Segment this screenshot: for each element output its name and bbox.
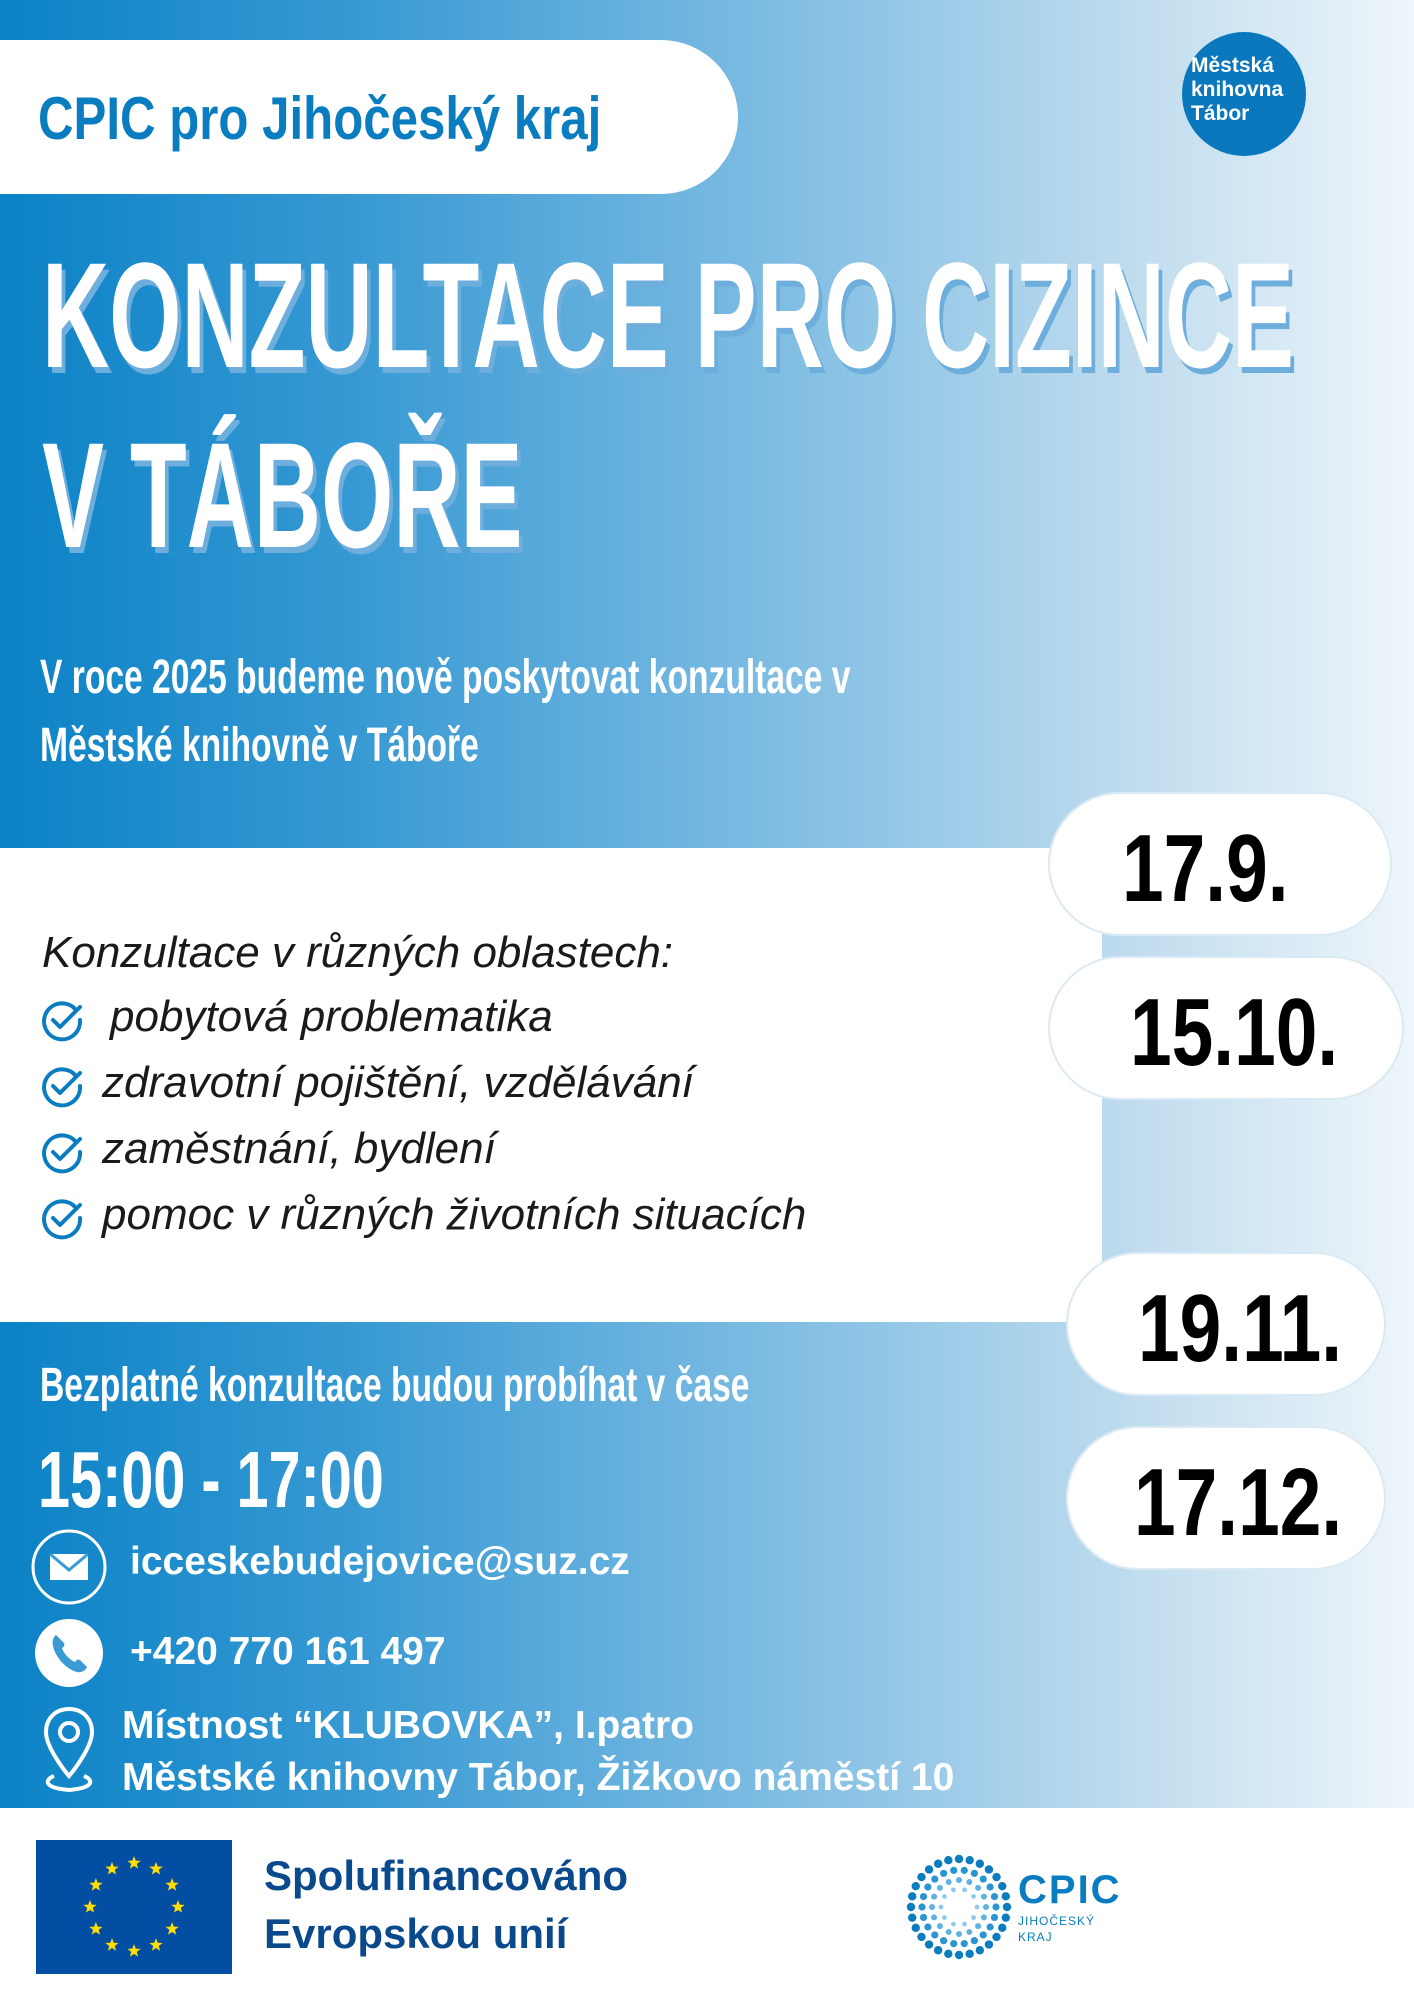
cpic-dot bbox=[942, 1894, 947, 1899]
library-logo-line3: Tábor bbox=[1191, 102, 1250, 125]
cpic-dot bbox=[992, 1873, 1000, 1881]
cpic-dot bbox=[944, 1950, 952, 1958]
schedule-time: 15:00 - 17:00 bbox=[38, 1435, 384, 1524]
cpic-dot bbox=[965, 1856, 973, 1864]
cpic-dot bbox=[920, 1914, 927, 1921]
cpic-dot bbox=[962, 1887, 967, 1892]
cpic-dot bbox=[987, 1883, 994, 1890]
cpic-dot bbox=[908, 1913, 916, 1921]
cpic-logo-sub2: KRAJ bbox=[1018, 1930, 1053, 1944]
topic-label: pobytová problematika bbox=[110, 992, 553, 1041]
cpic-dot bbox=[998, 1924, 1006, 1932]
cpic-dot bbox=[950, 1867, 957, 1874]
check-circle-icon bbox=[40, 1064, 84, 1108]
library-logo bbox=[1182, 32, 1306, 156]
cpic-dot bbox=[971, 1937, 978, 1944]
cpic-dot bbox=[966, 1929, 972, 1935]
cpic-dot bbox=[1002, 1892, 1010, 1900]
cpic-dot bbox=[918, 1903, 925, 1910]
cpic-dot bbox=[955, 1951, 963, 1959]
cpic-logo-sub1: JIHOČESKÝ bbox=[1018, 1914, 1096, 1928]
cpic-dot bbox=[991, 1893, 998, 1900]
intro-line1: V roce 2025 budeme nově poskytovat konzultace v bbox=[40, 651, 851, 704]
cpic-dot bbox=[931, 1931, 938, 1938]
topic-label: pomoc v různých životních situacích bbox=[102, 1190, 807, 1239]
date-label: 15.10. bbox=[1130, 979, 1339, 1086]
cpic-dot bbox=[951, 1922, 956, 1927]
check-circle-icon bbox=[40, 998, 84, 1042]
cpic-dot bbox=[956, 1877, 962, 1883]
cpic-dot bbox=[950, 1940, 957, 1947]
date-label: 19.11. bbox=[1138, 1275, 1343, 1382]
cpic-dot bbox=[931, 1914, 937, 1920]
cpic-dot bbox=[981, 1914, 987, 1920]
date-label: 17.12. bbox=[1134, 1449, 1343, 1556]
cpic-dot bbox=[939, 1905, 944, 1910]
topics-title: Konzultace v různých oblastech: bbox=[42, 928, 674, 977]
cpic-dot bbox=[961, 1867, 968, 1874]
cpic-dot bbox=[925, 1865, 933, 1873]
cpic-dots-icon bbox=[904, 1852, 1014, 1962]
cpic-dot bbox=[971, 1894, 976, 1899]
cpic-dot bbox=[931, 1894, 937, 1900]
cpic-dot bbox=[937, 1923, 943, 1929]
topic-label: zaměstnání, bydlení bbox=[102, 1124, 496, 1173]
cpic-dot bbox=[934, 1860, 942, 1868]
cpic-dot bbox=[983, 1904, 989, 1910]
mail-icon bbox=[30, 1528, 108, 1606]
cpic-dot bbox=[985, 1940, 993, 1948]
cpic-dot bbox=[912, 1924, 920, 1932]
cpic-dot bbox=[917, 1873, 925, 1881]
location-line2: Městské knihovny Tábor, Žižkovo náměstí 10 bbox=[122, 1756, 955, 1799]
cpic-dot bbox=[1002, 1913, 1010, 1921]
intro-line2: Městské knihovně v Táboře bbox=[40, 719, 479, 772]
cpic-dot bbox=[980, 1875, 987, 1882]
organization-name: CPIC pro Jihočeský kraj bbox=[38, 85, 602, 152]
cpic-dot bbox=[951, 1887, 956, 1892]
check-circle-icon bbox=[40, 1196, 84, 1240]
headline-line1: KONZULTACE PRO CIZINCE bbox=[42, 231, 1295, 399]
email-link[interactable]: icceskebudejovice@suz.cz bbox=[130, 1540, 630, 1583]
cpic-dot bbox=[985, 1865, 993, 1873]
header-pill bbox=[0, 40, 738, 194]
headline-line2: V TÁBOŘE bbox=[42, 411, 523, 579]
cpic-dot bbox=[920, 1893, 927, 1900]
cpic-dot bbox=[946, 1929, 952, 1935]
cpic-dot bbox=[971, 1915, 976, 1920]
check-circle-icon bbox=[40, 1130, 84, 1174]
location-pin-icon bbox=[38, 1704, 100, 1796]
eu-flag-icon bbox=[36, 1840, 232, 1974]
cpic-dot bbox=[934, 1946, 942, 1954]
cpic-dot bbox=[942, 1915, 947, 1920]
cpic-dot bbox=[944, 1856, 952, 1864]
cpic-dot bbox=[956, 1931, 962, 1937]
cpic-dot bbox=[992, 1933, 1000, 1941]
cpic-dot bbox=[965, 1950, 973, 1958]
cpic-dot bbox=[931, 1875, 938, 1882]
date-label: 17.9. bbox=[1122, 815, 1289, 922]
cpic-dot bbox=[937, 1885, 943, 1891]
schedule-intro: Bezplatné konzultace budou probíhat v čase bbox=[40, 1359, 750, 1412]
cpic-dot bbox=[975, 1905, 980, 1910]
cpic-dot bbox=[981, 1894, 987, 1900]
topic-label: zdravotní pojištění, vzdělávání bbox=[102, 1058, 694, 1107]
cpic-dot bbox=[998, 1882, 1006, 1890]
library-logo-line1: Městská bbox=[1191, 54, 1274, 77]
cpic-dot bbox=[955, 1855, 963, 1863]
cpic-dot bbox=[1003, 1903, 1011, 1911]
cpic-dot bbox=[976, 1946, 984, 1954]
cpic-dot bbox=[992, 1903, 999, 1910]
date-pill bbox=[1066, 1426, 1386, 1570]
cpic-dot bbox=[912, 1882, 920, 1890]
cpic-dot bbox=[917, 1933, 925, 1941]
cpic-dot bbox=[946, 1879, 952, 1885]
cpic-dot bbox=[962, 1922, 967, 1927]
location-line1: Místnost “KLUBOVKA”, I.patro bbox=[122, 1704, 694, 1747]
cpic-dot bbox=[907, 1903, 915, 1911]
cpic-dot bbox=[991, 1914, 998, 1921]
library-logo-line2: knihovna bbox=[1191, 78, 1284, 101]
cpic-dot bbox=[961, 1940, 968, 1947]
cpic-dot bbox=[980, 1931, 987, 1938]
cpic-dot bbox=[925, 1940, 933, 1948]
cpic-dot bbox=[940, 1870, 947, 1877]
cpic-dot bbox=[976, 1860, 984, 1868]
cpic-dot bbox=[975, 1923, 981, 1929]
date-pill bbox=[1048, 956, 1404, 1100]
cpic-dot bbox=[940, 1937, 947, 1944]
cpic-dot bbox=[987, 1923, 994, 1930]
phone-icon bbox=[34, 1618, 104, 1688]
cpic-dot bbox=[975, 1885, 981, 1891]
cpic-dot bbox=[971, 1870, 978, 1877]
cpic-logo-text: CPIC bbox=[1018, 1868, 1122, 1912]
cpic-dot bbox=[929, 1904, 935, 1910]
eu-cofinanced-line1: Spolufinancováno bbox=[264, 1852, 629, 1899]
eu-cofinanced-line2: Evropskou unií bbox=[264, 1910, 568, 1957]
date-pill bbox=[1048, 792, 1392, 936]
cpic-dot bbox=[924, 1883, 931, 1890]
date-pill bbox=[1066, 1252, 1386, 1396]
cpic-dot bbox=[908, 1892, 916, 1900]
cpic-dot bbox=[924, 1923, 931, 1930]
cpic-dot bbox=[966, 1879, 972, 1885]
phone-number[interactable]: +420 770 161 497 bbox=[130, 1630, 446, 1673]
